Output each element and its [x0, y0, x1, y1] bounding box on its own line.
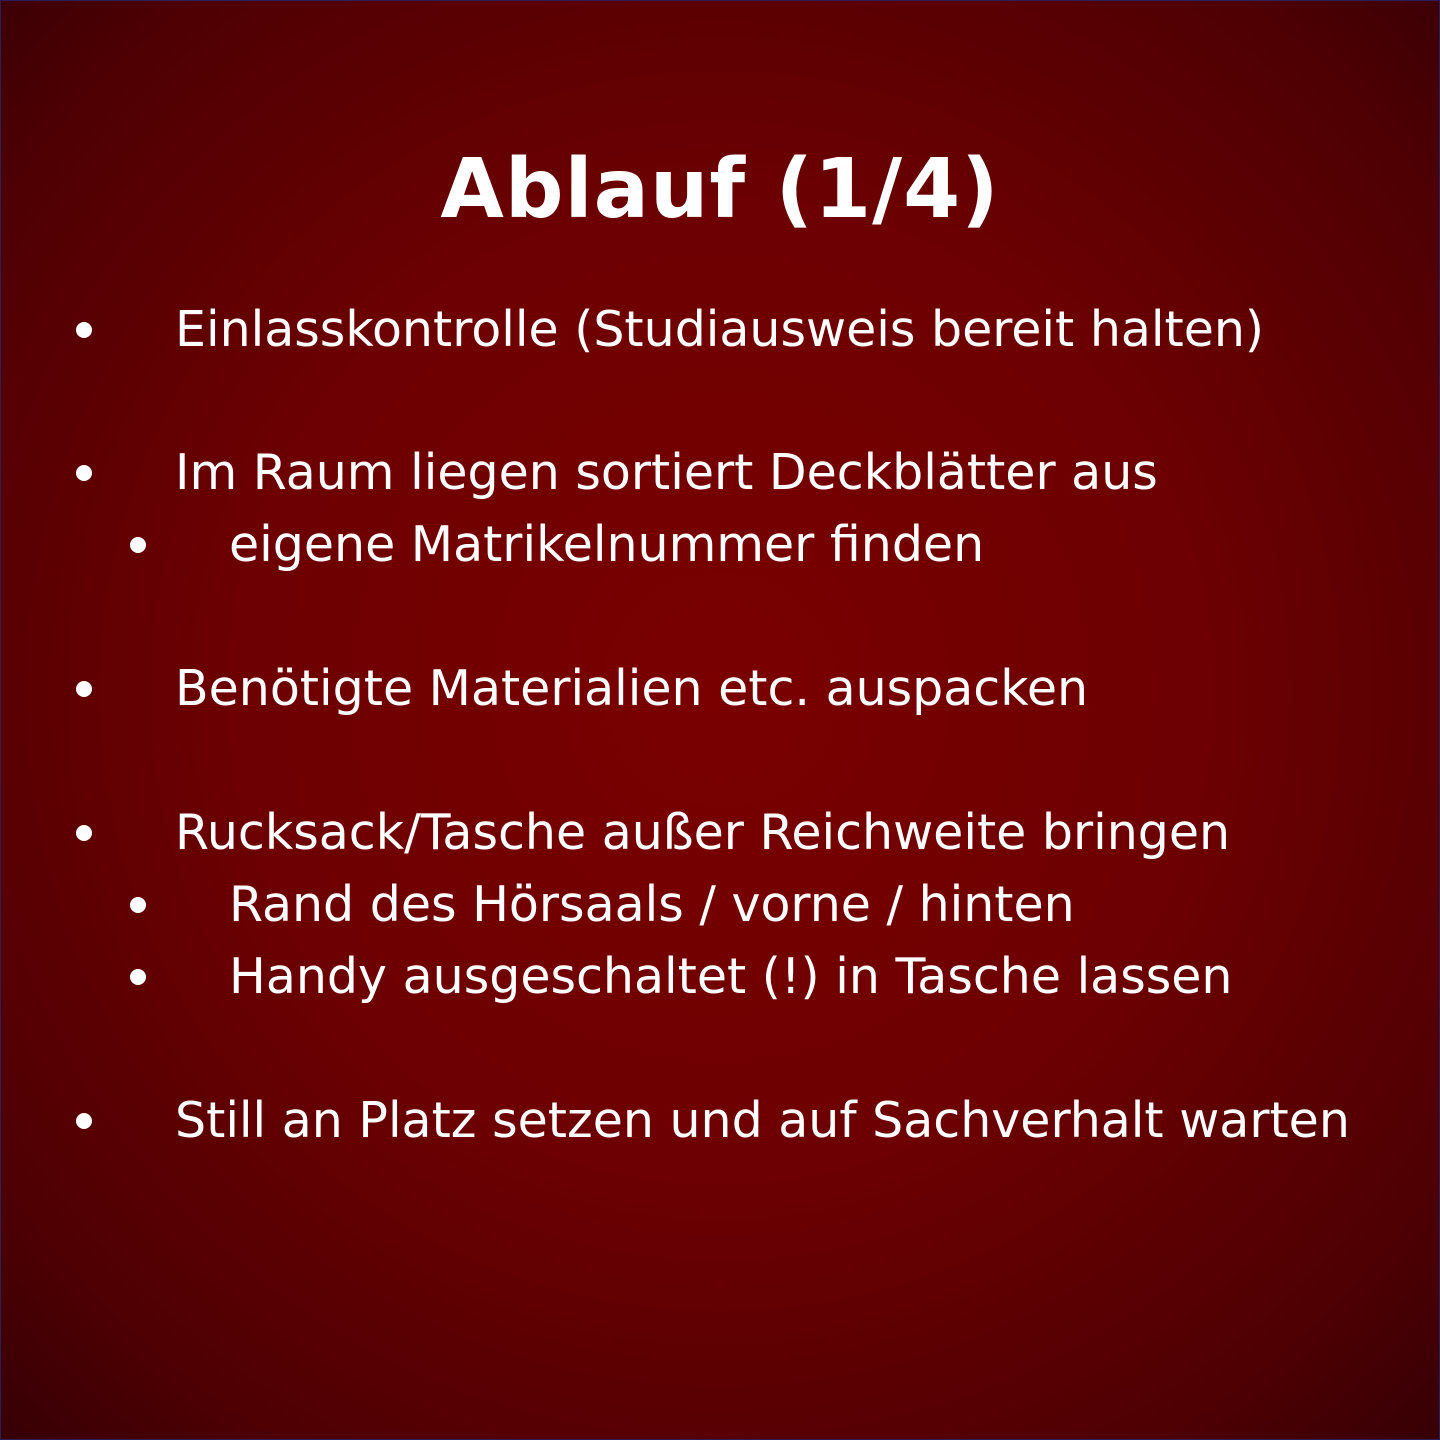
bullet-item: [0, 295, 1440, 365]
sub-bullet-item: [0, 510, 1440, 580]
bullet-dot: [130, 897, 146, 913]
bullet-item: [0, 1086, 1440, 1156]
bullet-text: Rand des Hörsaals / vorne / hinten: [229, 876, 1075, 933]
sub-bullet-item: [0, 870, 1440, 940]
bullet-dot: [76, 322, 92, 338]
bullet-item: [0, 654, 1440, 724]
bullet-text: Rucksack/Tasche außer Reichweite bringen: [175, 804, 1231, 861]
bullet-text: Einlasskontrolle (Studiausweis bereit halten): [175, 301, 1265, 358]
bullet-dot: [130, 969, 146, 985]
sub-bullet-item: [0, 942, 1440, 1012]
bullet-text: Handy ausgeschaltet (!) in Tasche lassen: [229, 948, 1233, 1005]
bullet-item: [0, 438, 1440, 508]
bullet-dot: [130, 537, 146, 553]
bullet-dot: [76, 825, 92, 841]
bullet-dot: [76, 681, 92, 697]
bullet-dot: [76, 1113, 92, 1129]
bullet-dot: [76, 465, 92, 481]
slide-title: Ablauf (1/4): [440, 142, 1000, 237]
bullet-text: eigene Matrikelnummer finden: [229, 516, 985, 573]
bullet-text: Benötigte Materialien etc. auspacken: [175, 660, 1089, 717]
bullet-item: [0, 798, 1440, 868]
bullet-text: Still an Platz setzen und auf Sachverhalt warten: [175, 1092, 1350, 1149]
bullet-text: Im Raum liegen sortiert Deckblätter aus: [175, 444, 1158, 501]
